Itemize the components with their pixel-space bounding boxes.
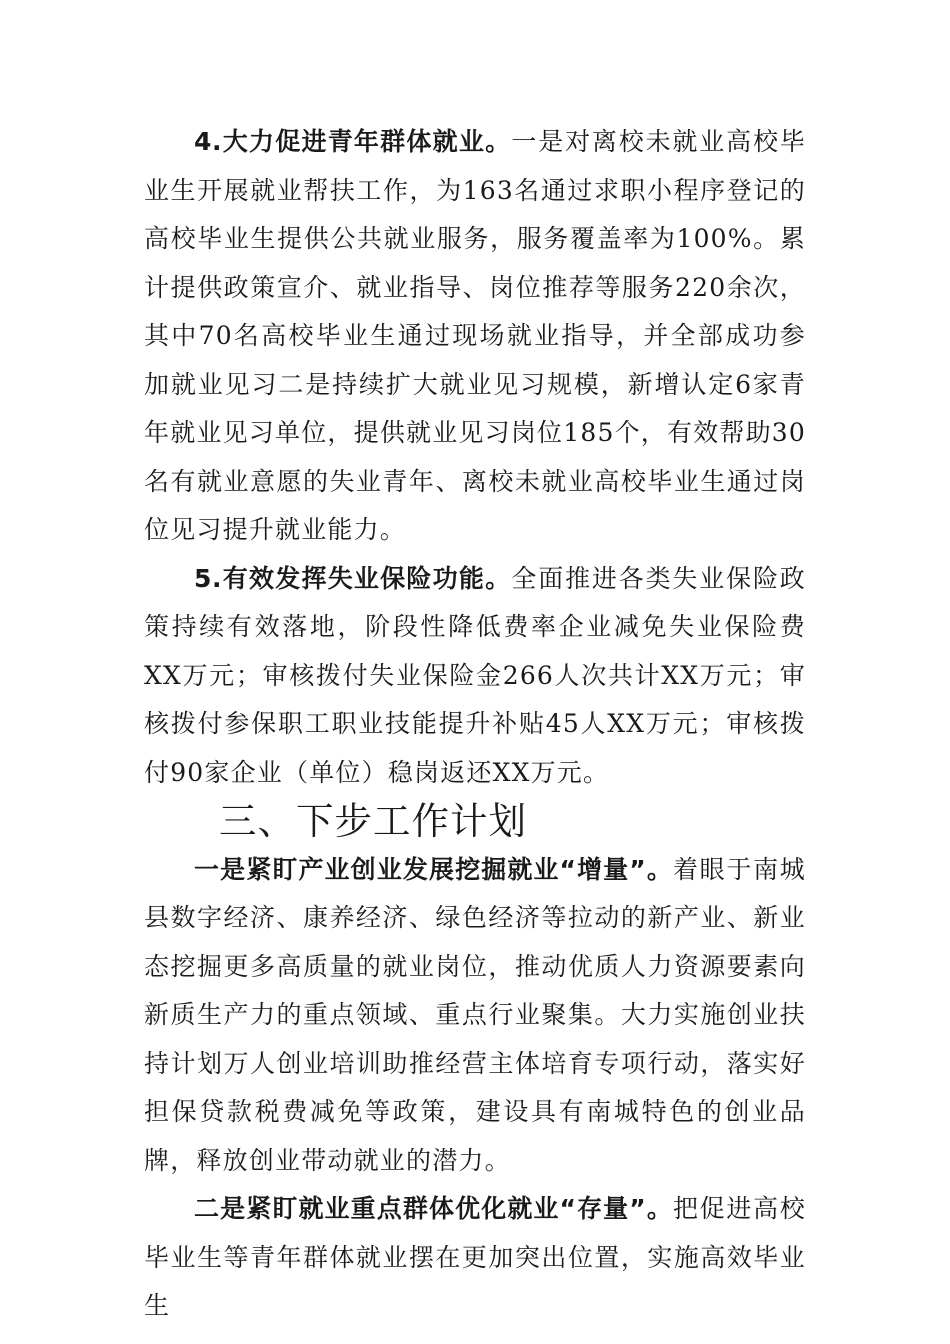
paragraph-body: 着眼于南城县数字经济、康养经济、绿色经济等拉动的新产业、新业态挖掘更多高质量的就业岗位，推动优质人力资源要素向新质生产力的重点领域、重点行业聚集。大力实施创业扶持计划万人创业培训助推经营主体培育专项行动，落实好担保贷款税费减免等政策，建设具有南城特色的创业品牌，释放创业带动就业的潜力。 [144,854,806,1175]
section-heading: 三、下步工作计划 [219,799,527,843]
document-page [144,118,806,1331]
paragraph-youth-employment [144,118,806,555]
paragraph-lead: 二是紧盯就业重点群体优化就业“存量”。 [194,1194,673,1223]
paragraph-body: 一是对离校未就业高校毕业生开展就业帮扶工作，为163名通过求职小程序登记的高校毕业生提供公共就业服务，服务覆盖率为100%。累计提供政策宣介、就业指导、岗位推荐等服务220余次，其中70名高校毕业生通过现场就业指导，并全部成功参加就业见习二是持续扩大就业见习规模，新增认定6家青年就业见习单位，提供就业见习岗位185个，有效帮助30名有就业意愿的失业青年、离校未就业高校毕业生通过岗位见习提升就业能力。 [144,127,806,544]
paragraph-lead: 4.大力促进青年群体就业。 [194,127,512,156]
paragraph-plan-increment [144,846,806,1186]
paragraph-lead: 5.有效发挥失业保险功能。 [194,563,512,593]
paragraph-lead: 一是紧盯产业创业发展挖掘就业“增量”。 [194,854,673,884]
paragraph-body: 把促进高校毕业生等青年群体就业摆在更加突出位置，实施高效毕业生 [144,1194,806,1320]
paragraph-unemployment-insurance [144,555,806,798]
paragraph-body: 全面推进各类失业保险政策持续有效落地，阶段性降低费率企业减免失业保险费XX万元；审核拨付失业保险金266人次共计XX万元；审核拨付参保职工职业技能提升补贴45人XX万元；审核拨付90家企业（单位）稳岗返还XX万元。 [144,563,806,787]
paragraph-plan-stock [144,1185,806,1331]
